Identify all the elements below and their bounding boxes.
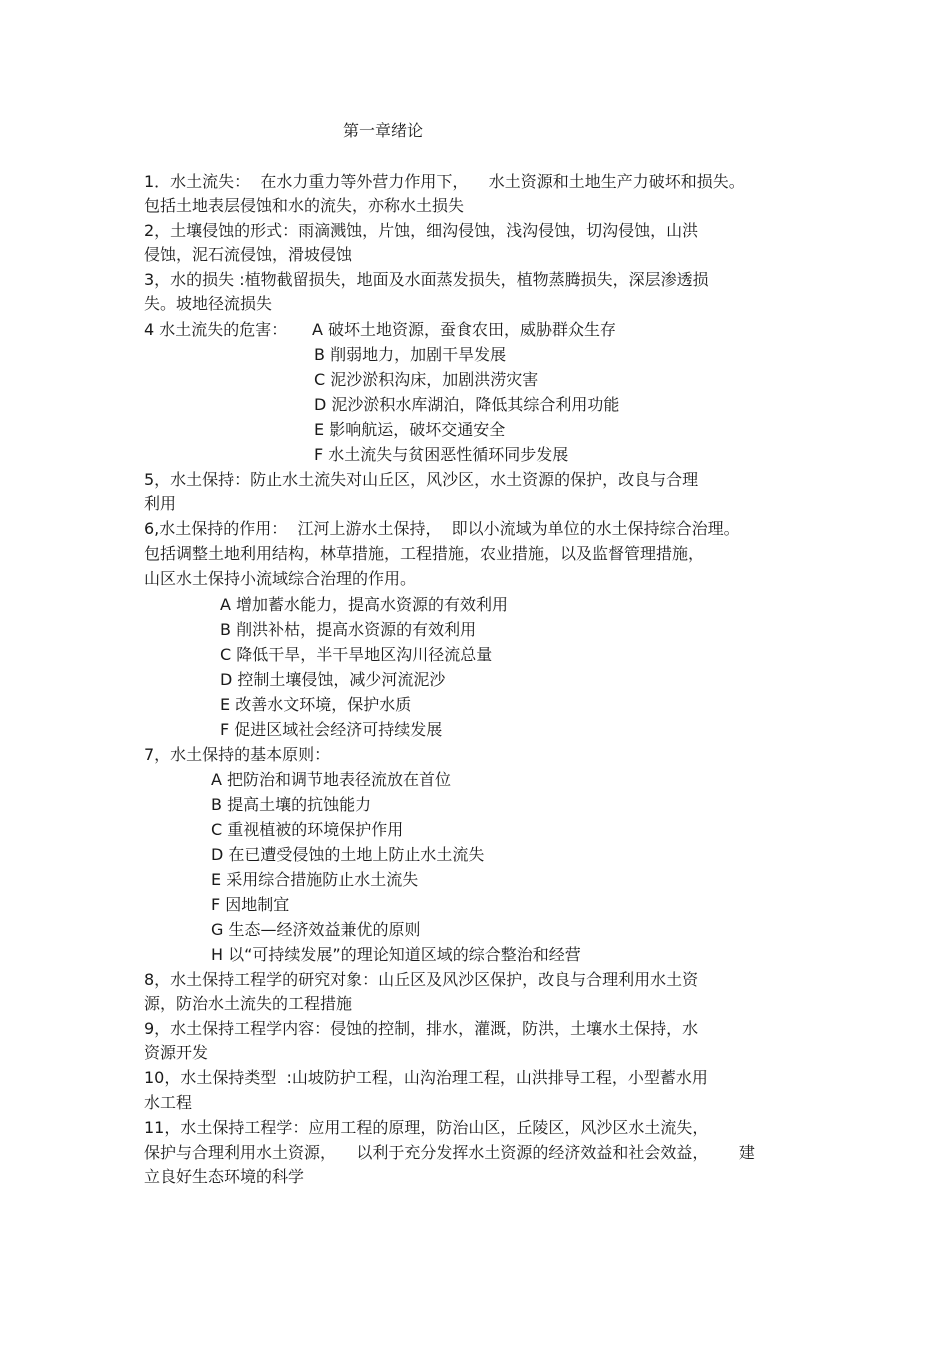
- item-6-option: D 控制土壤侵蚀，减少河流泥沙: [220, 670, 446, 689]
- item-6-line-2: 包括调整土地利用结构，林草措施，工程措施，农业措施，以及监督管理措施，: [144, 544, 705, 563]
- item-9-line-2: 资源开发: [144, 1043, 209, 1062]
- item-4-option: E 影响航运，破坏交通安全: [314, 420, 506, 439]
- item-6-option: F 促进区域社会经济可持续发展: [220, 720, 443, 739]
- item-7-option: E 采用综合措施防止水土流失: [211, 870, 419, 889]
- item-7-option: B 提高土壤的抗蚀能力: [211, 795, 372, 814]
- item-4-option: F 水土流失与贫困恶性循环同步发展: [314, 445, 569, 464]
- item-7-option: G 生态—经济效益兼优的原则: [211, 920, 421, 939]
- item-5-line-1: 5，水土保持：防止水土流失对山丘区，风沙区，水土资源的保护，改良与合理: [144, 470, 699, 489]
- item-7-line-1: 7，水土保持的基本原则：: [144, 745, 331, 764]
- item-1-line-1: 1．水土流失： 在水力重力等外营力作用下， 水土资源和土地生产力破坏和损失。: [144, 172, 745, 191]
- item-6-line-3: 山区水土保持小流域综合治理的作用。: [144, 569, 417, 588]
- item-7-option: A 把防治和调节地表径流放在首位: [211, 770, 452, 789]
- item-1-line-2: 包括土地表层侵蚀和水的流失，亦称水土损失: [144, 196, 465, 215]
- item-4-option: D 泥沙淤积水库湖泊，降低其综合利用功能: [314, 395, 620, 414]
- item-5-line-2: 利用: [144, 494, 177, 513]
- item-6-option: A 增加蓄水能力，提高水资源的有效利用: [220, 595, 509, 614]
- item-10-line-2: 水工程: [144, 1093, 193, 1112]
- item-10-line-1: 10，水土保持类型 :山坡防护工程，山沟治理工程，山洪排导工程，小型蓄水用: [144, 1068, 708, 1087]
- item-8-line-1: 8，水土保持工程学的研究对象：山丘区及风沙区保护，改良与合理利用水土资: [144, 970, 699, 989]
- chapter-title: 第一章绪论: [343, 121, 424, 140]
- item-9-line-1: 9，水土保持工程学内容：侵蚀的控制，排水，灌溉，防洪，土壤水土保持，水: [144, 1019, 699, 1038]
- item-11-line-1: 11，水土保持工程学：应用工程的原理，防治山区，丘陵区，风沙区水土流失，: [144, 1118, 709, 1137]
- item-2-line-2: 侵蚀，泥石流侵蚀，滑坡侵蚀: [144, 245, 353, 264]
- item-8-line-2: 源，防治水土流失的工程措施: [144, 994, 353, 1013]
- item-11-line-2: 保护与合理利用水土资源， 以利于充分发挥水土资源的经济效益和社会效益， 建: [144, 1143, 755, 1162]
- item-4-option: C 泥沙淤积沟床，加剧洪涝灾害: [314, 370, 539, 389]
- item-4-option: B 削弱地力，加剧干旱发展: [314, 345, 507, 364]
- item-3-line-1: 3，水的损失 :植物截留损失，地面及水面蒸发损失，植物蒸腾损失，深层渗透损: [144, 270, 709, 289]
- item-6-option: B 削洪补枯，提高水资源的有效利用: [220, 620, 477, 639]
- item-11-line-3: 立良好生态环境的科学: [144, 1167, 305, 1186]
- item-4-lead: 4 水土流失的危害：: [144, 320, 288, 339]
- item-6-line-1: 6,水土保持的作用： 江河上游水土保持， 即以小流域为单位的水土保持综合治理。: [144, 519, 740, 538]
- item-7-option: H 以“可持续发展”的理论知道区域的综合整治和经营: [211, 945, 581, 964]
- item-7-option: D 在已遭受侵蚀的土地上防止水土流失: [211, 845, 485, 864]
- item-6-option: C 降低干旱，半干旱地区沟川径流总量: [220, 645, 493, 664]
- item-3-line-2: 失。坡地径流损失: [144, 294, 273, 313]
- item-6-option: E 改善水文环境，保护水质: [220, 695, 412, 714]
- item-7-option: F 因地制宜: [211, 895, 290, 914]
- item-7-option: C 重视植被的环境保护作用: [211, 820, 404, 839]
- item-4-option: A 破坏土地资源，蚕食农田，威胁群众生存: [312, 320, 617, 339]
- item-2-line-1: 2，土壤侵蚀的形式：雨滴溅蚀，片蚀，细沟侵蚀，浅沟侵蚀，切沟侵蚀，山洪: [144, 221, 699, 240]
